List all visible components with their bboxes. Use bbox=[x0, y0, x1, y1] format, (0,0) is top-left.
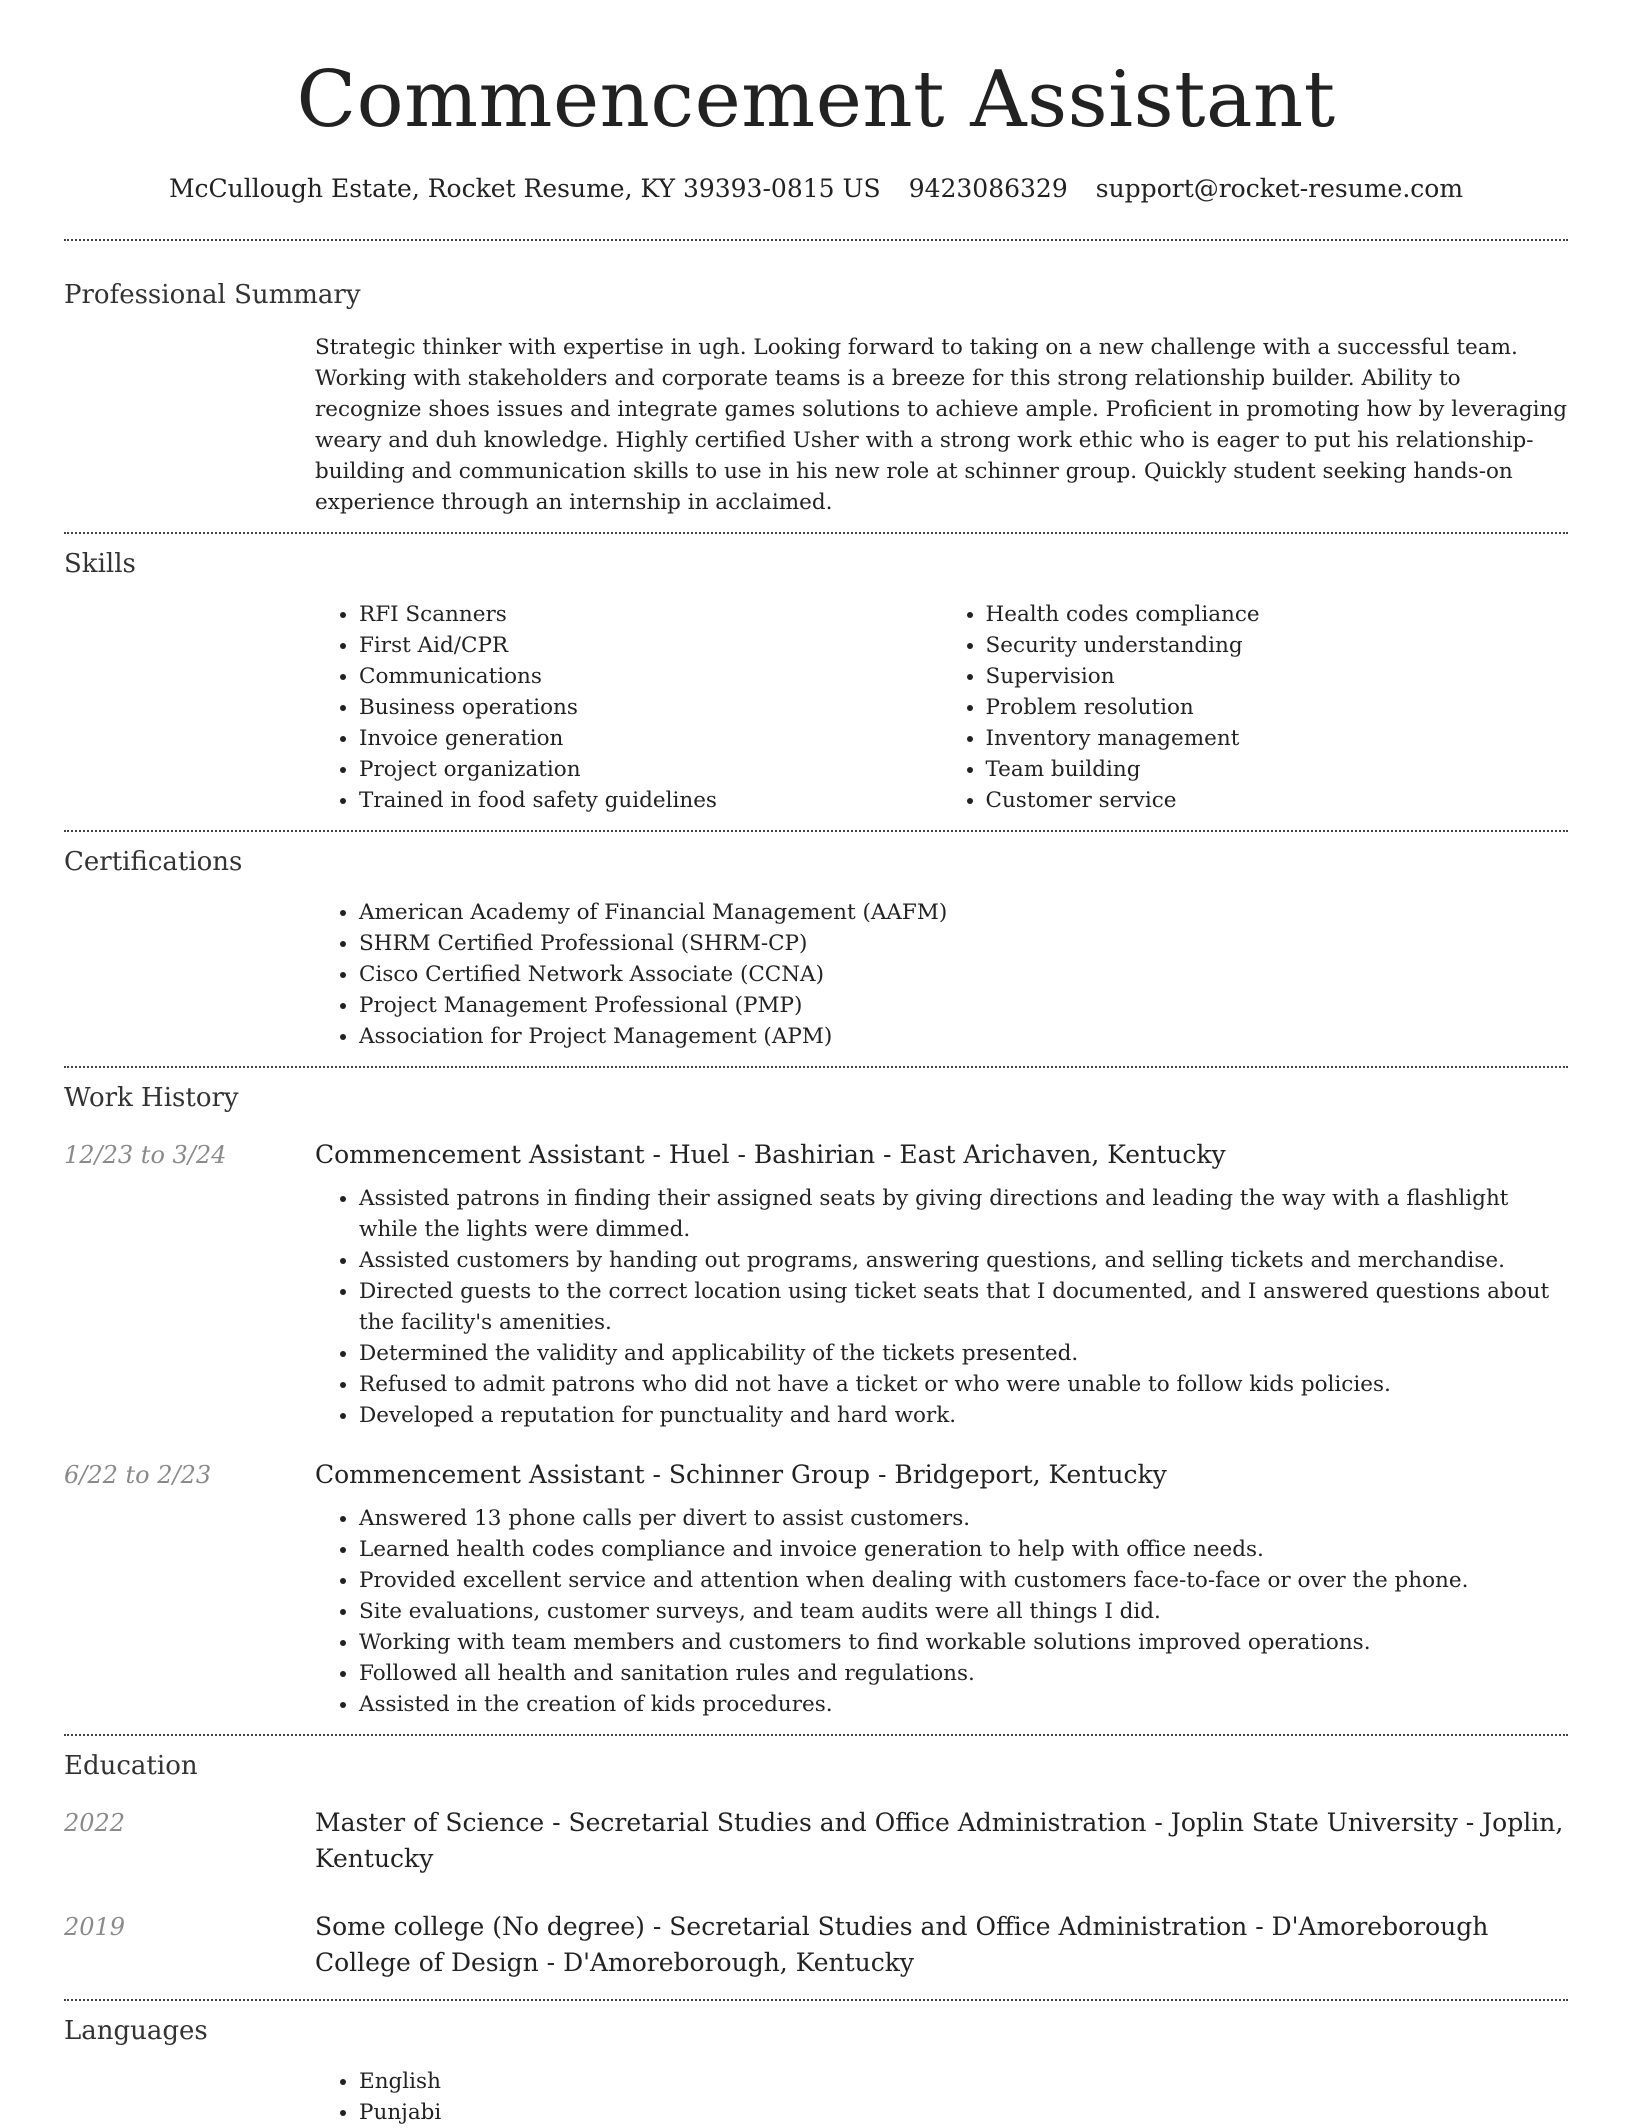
education-section bbox=[64, 1736, 1568, 1999]
education-year: 2019 bbox=[64, 1913, 126, 1941]
skill-item: • Problem resolution bbox=[986, 692, 1569, 723]
job-entry bbox=[64, 1115, 1568, 1431]
skills-section bbox=[64, 534, 1568, 830]
job-bullets bbox=[315, 1173, 1568, 1431]
job-bullet: • Followed all health and sanitation rules and regulations. bbox=[359, 1658, 1568, 1689]
job-bullet: • Provided excellent service and attention when dealing with customers face-to-face or over the phone. bbox=[359, 1565, 1568, 1596]
job-dates: 6/22 to 2/23 bbox=[64, 1461, 212, 1489]
languages-section bbox=[64, 2001, 1568, 2128]
job-bullet: • Assisted in the creation of kids procedures. bbox=[359, 1689, 1568, 1720]
contact-line bbox=[64, 172, 1568, 206]
job-dates: 12/23 to 3/24 bbox=[64, 1141, 227, 1169]
certification-item: • Project Management Professional (PMP) bbox=[359, 990, 1568, 1021]
education-entry bbox=[64, 1877, 1568, 1999]
job-bullet: • Learned health codes compliance and invoice generation to help with office needs. bbox=[359, 1534, 1568, 1565]
certification-item: • American Academy of Financial Management (AAFM) bbox=[359, 897, 1568, 928]
education-entry bbox=[64, 1783, 1568, 1877]
job-bullet: • Assisted customers by handing out programs, answering questions, and selling tickets and merchandise. bbox=[359, 1245, 1568, 1276]
summary-text: Strategic thinker with expertise in ugh. Looking forward to taking on a new challenge with a successful team. Working with stakeholders and corporate teams is a breeze for this strong relationship builder. Ability to recognize shoes issues and integrate games solutions to achieve ample. Proficient in promoting how by leveraging weary and duh knowledge. Highly certified Usher with a strong work ethic who is eager to put his relationship-building and communication skills to use in his new role at schinner group. Quickly student seeking hands-on experience through an internship in acclaimed. bbox=[315, 335, 1568, 515]
skill-item: • Inventory management bbox=[986, 723, 1569, 754]
work-history-heading: Work History bbox=[64, 1083, 239, 1113]
job-bullet: • Working with team members and customers to find workable solutions improved operations. bbox=[359, 1627, 1568, 1658]
contact-email: support@rocket-resume.com bbox=[1095, 174, 1464, 203]
job-title: Commencement Assistant - Huel - Bashirian - East Arichaven, Kentucky bbox=[315, 1140, 1226, 1169]
job-bullet: • Answered 13 phone calls per divert to assist customers. bbox=[359, 1503, 1568, 1534]
skill-item: • Customer service bbox=[986, 785, 1569, 816]
skill-item: • Security understanding bbox=[986, 630, 1569, 661]
resume-page bbox=[64, 0, 1568, 2128]
job-title: Commencement Assistant - Schinner Group - Bridgeport, Kentucky bbox=[315, 1460, 1167, 1489]
certification-item: • SHRM Certified Professional (SHRM-CP) bbox=[359, 928, 1568, 959]
education-heading: Education bbox=[64, 1751, 198, 1781]
skill-item: • RFI Scanners bbox=[359, 599, 942, 630]
certifications-section bbox=[64, 832, 1568, 1066]
job-entry bbox=[64, 1431, 1568, 1734]
contact-phone: 9423086329 bbox=[908, 174, 1068, 203]
skill-item: • Business operations bbox=[359, 692, 942, 723]
language-item: • Punjabi bbox=[359, 2097, 1568, 2128]
summary-heading: Professional Summary bbox=[64, 280, 361, 310]
education-title: Some college (No degree) - Secretarial Studies and Office Administration - D'Amoreborough College of Design - D'Amoreborough, Kentucky bbox=[315, 1912, 1489, 1977]
job-bullet: • Site evaluations, customer surveys, and team audits were all things I did. bbox=[359, 1596, 1568, 1627]
education-year: 2022 bbox=[64, 1809, 126, 1837]
summary-section bbox=[64, 241, 1568, 532]
certification-item: • Association for Project Management (APM) bbox=[359, 1021, 1568, 1052]
job-bullet: • Refused to admit patrons who did not have a ticket or who were unable to follow kids policies. bbox=[359, 1369, 1568, 1400]
skill-item: • Invoice generation bbox=[359, 723, 942, 754]
education-title: Master of Science - Secretarial Studies and Office Administration - Joplin State University - Joplin, Kentucky bbox=[315, 1808, 1564, 1873]
job-bullet: • Assisted patrons in finding their assigned seats by giving directions and leading the way with a flashlight while the lights were dimmed. bbox=[359, 1183, 1568, 1245]
contact-address: McCullough Estate, Rocket Resume, KY 39393-0815 US bbox=[168, 174, 881, 203]
skill-item: • Trained in food safety guidelines bbox=[359, 785, 942, 816]
job-bullet: • Directed guests to the correct location using ticket seats that I documented, and I answered questions about the facility's amenities. bbox=[359, 1276, 1568, 1338]
skill-item: • Supervision bbox=[986, 661, 1569, 692]
skill-item: • Health codes compliance bbox=[986, 599, 1569, 630]
job-bullet: • Developed a reputation for punctuality and hard work. bbox=[359, 1400, 1568, 1431]
skills-list-left bbox=[315, 599, 942, 816]
resume-name: Commencement Assistant bbox=[296, 55, 1336, 145]
work-history-section bbox=[64, 1068, 1568, 1734]
language-item: • English bbox=[359, 2066, 1568, 2097]
certification-item: • Cisco Certified Network Associate (CCNA) bbox=[359, 959, 1568, 990]
languages-list bbox=[315, 2066, 1568, 2128]
languages-heading: Languages bbox=[64, 2016, 208, 2046]
skills-heading: Skills bbox=[64, 549, 136, 579]
certifications-heading: Certifications bbox=[64, 847, 243, 877]
skills-list-right bbox=[942, 599, 1569, 816]
job-bullet: • Determined the validity and applicability of the tickets presented. bbox=[359, 1338, 1568, 1369]
certifications-list bbox=[315, 897, 1568, 1052]
skill-item: • Communications bbox=[359, 661, 942, 692]
job-bullets bbox=[315, 1493, 1568, 1720]
skill-item: • First Aid/CPR bbox=[359, 630, 942, 661]
skill-item: • Team building bbox=[986, 754, 1569, 785]
skill-item: • Project organization bbox=[359, 754, 942, 785]
